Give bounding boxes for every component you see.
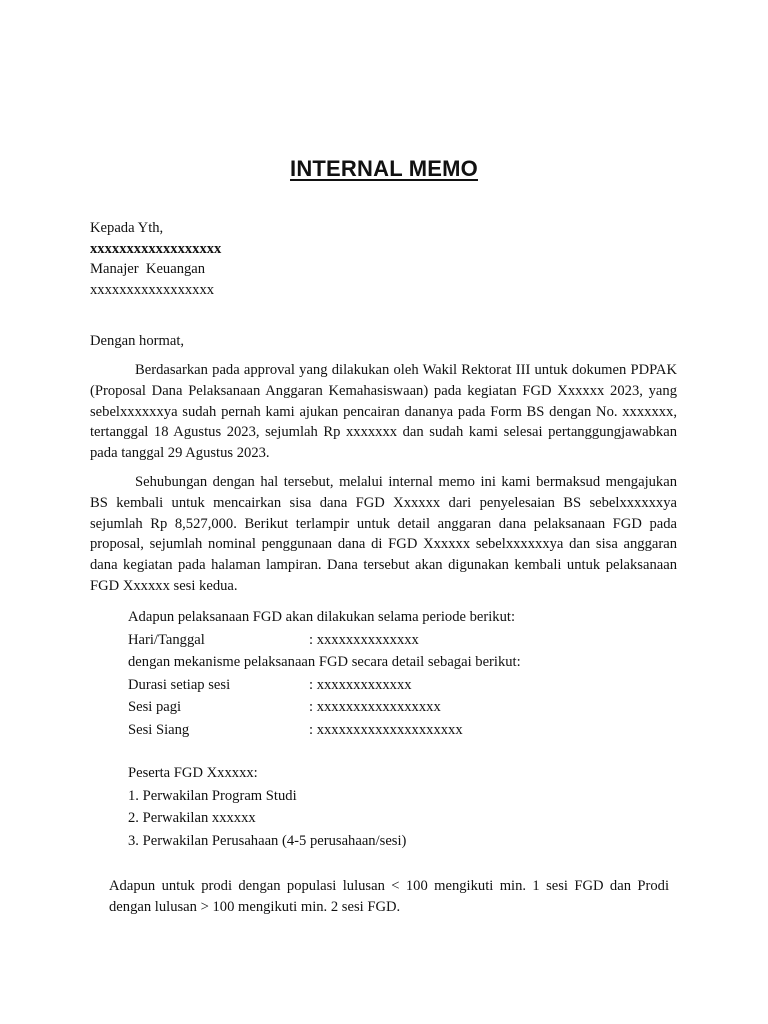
detail-value: : xxxxxxxxxxxxx bbox=[309, 676, 412, 693]
paragraph-request: Sehubungan dengan hal tersebut, melalui internal memo ini kami bermaksud mengajukan BS kembali untuk mencairkan sisa dana FGD Xxxxxx dari penyelesaian BS sebelxxxxxxya sejumlah Rp 8,527,000. Berikut terlampir untuk detail anggaran dana pelaksanaan FGD pada proposal, sejumlah nominal penggunaan dana di FGD Xxxxxx sebelxxxxxxya dan sisa anggaran dana kegiatan pada halaman lampiran. Dana tersebut akan digunakan kembali untuk pelaksanaan FGD Xxxxxx sesi kedua. bbox=[90, 474, 677, 594]
closing-paragraph: Adapun untuk prodi dengan populasi lulusan < 100 mengikuti min. 1 sesi FGD dan Prodi dengan lulusan > 100 mengikuti min. 2 sesi FGD. bbox=[109, 878, 669, 915]
memo-title: INTERNAL MEMO bbox=[290, 156, 478, 181]
participants-heading: Peserta FGD Xxxxxx: bbox=[128, 765, 258, 781]
recipient-block bbox=[90, 218, 221, 300]
mechanism-intro: dengan mekanisme pelaksanaan FGD secara detail sebagai berikut: bbox=[128, 654, 521, 670]
recipient-name: xxxxxxxxxxxxxxxxxx bbox=[90, 240, 222, 257]
recipient-position: Manajer Keuangan bbox=[90, 261, 206, 277]
recipient-unit: xxxxxxxxxxxxxxxxx bbox=[90, 281, 215, 298]
date-label: Hari/Tanggal bbox=[128, 631, 205, 648]
detail-label: Sesi Siang bbox=[128, 721, 190, 738]
list-item: 3. Perwakilan Perusahaan (4-5 perusahaan/sesi) bbox=[128, 832, 407, 849]
detail-row bbox=[128, 696, 521, 719]
schedule-intro: Adapun pelaksanaan FGD akan dilakukan selama periode berikut: bbox=[128, 609, 516, 625]
detail-value: : xxxxxxxxxxxxxxxxxxxx bbox=[309, 721, 463, 738]
detail-label: Durasi setiap sesi bbox=[128, 676, 231, 693]
paragraph-approval: Berdasarkan pada approval yang dilakukan oleh Wakil Rektorat III untuk dokumen PDPAK (Proposal Dana Pelaksanaan Anggaran Kemahasiswaan) pada kegiatan FGD Xxxxxx 2023, yang sebelxxxxxxya sudah pernah kami ajukan pencairan dananya pada Form BS dengan No. xxxxxxx, tertanggal 18 Agustus 2023, sejumlah Rp xxxxxxx dan sudah kami selesai pertanggungjawabkan pada tanggal 29 Agustus 2023. bbox=[90, 362, 677, 462]
salutation: Dengan hormat, bbox=[90, 333, 185, 349]
date-value: : xxxxxxxxxxxxxx bbox=[309, 631, 419, 648]
recipient-greeting: Kepada Yth, bbox=[90, 220, 164, 236]
detail-row bbox=[128, 719, 521, 742]
detail-value: : xxxxxxxxxxxxxxxxx bbox=[309, 699, 441, 715]
participants-block bbox=[128, 762, 406, 852]
detail-row bbox=[128, 674, 521, 697]
list-item: 1. Perwakilan Program Studi bbox=[128, 787, 297, 804]
list-item: 2. Perwakilan xxxxxx bbox=[128, 810, 256, 826]
schedule-block bbox=[128, 606, 521, 741]
detail-label: Sesi pagi bbox=[128, 699, 182, 715]
schedule-date-row bbox=[128, 629, 521, 652]
